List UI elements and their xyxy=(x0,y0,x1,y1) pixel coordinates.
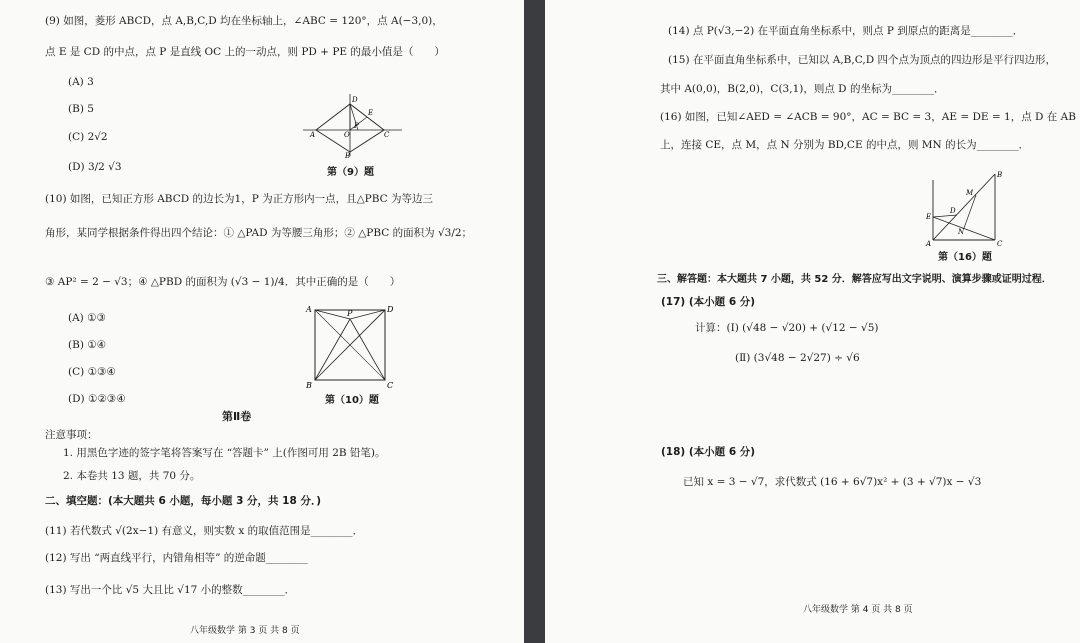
q16-label-n: N xyxy=(958,228,965,236)
q10-line2: 角形，某同学根据条件得出四个结论：① △PAD 为等腰三角形；② △PBC 的面积为 √3/2； xyxy=(45,227,473,239)
fill-in-heading: 二、填空题：(本大题共 6 小题，每小题 3 分，共 18 分．) xyxy=(45,495,322,507)
q16-label-e: E xyxy=(926,213,932,221)
q9-option-d: (D) 3/2 √3 xyxy=(68,161,122,173)
q10-option-d: (D) ①②③④ xyxy=(68,393,126,405)
q16-label-m: M xyxy=(966,189,974,197)
q10-line1: (10) 如图，已知正方形 ABCD 的边长为1，P 为正方形内一点，且△PBC 为等边三 xyxy=(45,193,434,205)
q10-label-d: D xyxy=(387,305,394,314)
q10-line3: ③ AP² = 2 − √3；④ △PBD 的面积为 (√3 − 1)/4．其中正确的是（ ） xyxy=(45,276,401,288)
q10-option-a: (A) ①③ xyxy=(68,312,106,324)
note-2: 2. 本卷共 13 题，共 70 分。 xyxy=(63,470,201,482)
q9-label-a: A xyxy=(310,131,316,139)
q15-line1: (15) 在平面直角坐标系中，已知以 A,B,C,D 四个点为顶点的四边形是平行四边形， xyxy=(668,54,1056,66)
q18-text: 已知 x = 3 − √7，求代数式 (16 + 6√7)x² + (3 + √7)x − √3 xyxy=(683,476,982,488)
q10-label-a: A xyxy=(306,305,312,314)
q10-label-c: C xyxy=(387,381,394,390)
exam-page-4 xyxy=(545,0,1080,643)
q9-label-o: O xyxy=(344,131,350,139)
q14: (14) 点 P(√3,−2) 在平面直角坐标系中，则点 P 到原点的距离是________． xyxy=(668,25,1024,37)
q9-line1: (9) 如图，菱形 ABCD，点 A,B,C,D 均在坐标轴上，∠ABC = 120°，点 A(−3,0)， xyxy=(45,15,443,27)
q16-line1: (16) 如图，已知∠AED = ∠ACB = 90°，AC = BC = 3，AE = DE = 1，点 D 在 AB xyxy=(660,111,1076,123)
q16-triangle-figure xyxy=(925,168,1005,248)
q10-figure-caption: 第（10）题 xyxy=(325,395,379,406)
q16-label-c: C xyxy=(997,240,1003,248)
q9-option-a: (A) 3 xyxy=(68,76,94,88)
q13: (13) 写出一个比 √5 大且比 √17 小的整数________． xyxy=(45,584,296,596)
notes-title: 注意事项： xyxy=(45,429,98,441)
q16-figure-caption: 第（16）题 xyxy=(938,252,992,263)
q10-option-c: (C) ①③④ xyxy=(68,366,116,378)
q16-label-a: A xyxy=(926,240,932,248)
q9-option-b: (B) 5 xyxy=(68,103,94,115)
q15-line2: 其中 A(0,0)，B(2,0)，C(3,1)，则点 D 的坐标为________． xyxy=(660,83,945,95)
q9-rhombus-figure xyxy=(298,90,408,160)
q9-label-b: B xyxy=(345,152,351,160)
q10-square-figure xyxy=(305,302,397,392)
q10-label-p: P xyxy=(347,309,353,318)
q17-part1: 计算：(Ⅰ) (√48 − √20) + (√12 − √5) xyxy=(695,322,879,334)
q9-option-c: (C) 2√2 xyxy=(68,131,108,143)
page3-footer: 八年级数学 第 3 页 共 8 页 xyxy=(190,626,300,636)
q16-label-d: D xyxy=(950,207,956,215)
q9-figure-caption: 第（9）题 xyxy=(327,167,374,178)
q16-line2: 上，连接 CE，点 M，点 N 分别为 BD,CE 的中点，则 MN 的长为________． xyxy=(660,139,1030,151)
solve-heading: 三、解答题：本大题共 7 小题，共 52 分．解答应写出文字说明、演算步骤或证明过程． xyxy=(657,274,1052,285)
q18-title: (18) (本小题 6 分) xyxy=(661,446,756,458)
q9-label-c: C xyxy=(384,131,390,139)
q17-part2: (Ⅱ) (3√48 − 2√27) ÷ √6 xyxy=(735,352,860,364)
q17-title: (17) (本小题 6 分) xyxy=(661,296,756,308)
q11: (11) 若代数式 √(2x−1) 有意义，则实数 x 的取值范围是________． xyxy=(45,525,364,537)
note-1: 1. 用黑色字迹的签字笔将答案写在 “答题卡” 上(作图可用 2B 铅笔)。 xyxy=(63,447,386,459)
q9-label-p: P xyxy=(354,122,359,130)
q12: (12) 写出 “两直线平行，内错角相等” 的逆命题________ xyxy=(45,552,308,564)
q9-line2: 点 E 是 CD 的中点，点 P 是直线 OC 上的一动点，则 PD + PE 的最小值是（ ） xyxy=(45,46,445,58)
q10-label-b: B xyxy=(306,381,312,390)
q16-label-b: B xyxy=(997,171,1003,179)
page4-footer: 八年级数学 第 4 页 共 8 页 xyxy=(803,605,913,615)
q9-label-d: D xyxy=(352,96,358,104)
section-title: 第Ⅱ卷 xyxy=(222,410,252,423)
q9-label-e: E xyxy=(368,109,374,117)
page-gap xyxy=(524,0,545,643)
exam-page-3 xyxy=(0,0,524,643)
q10-option-b: (B) ①④ xyxy=(68,339,107,351)
